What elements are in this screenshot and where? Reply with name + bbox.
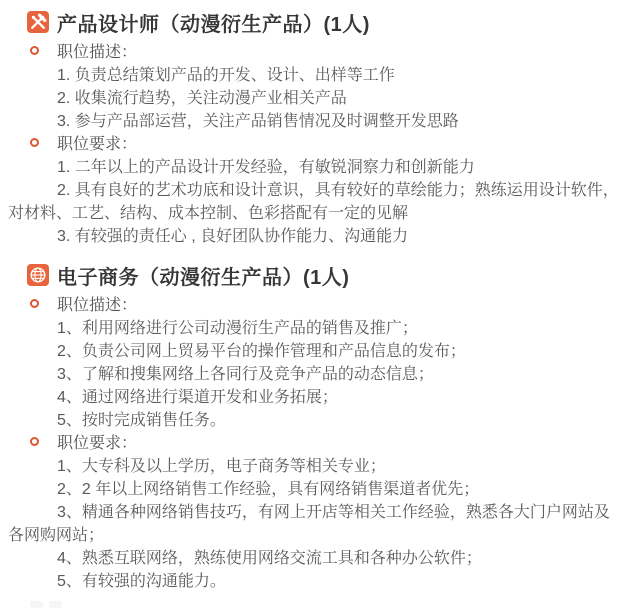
job-title: 电子商务（动漫衍生产品）(1人) [57, 266, 350, 289]
block-label-line [8, 133, 631, 156]
job-item: 2. 收集流行趋势，关注动漫产业相关产品 [57, 90, 347, 107]
job-item-list [8, 64, 631, 133]
job-item: 2、负责公司网上贸易平台的操作管理和产品信息的发布； [57, 343, 466, 360]
block-label-line [8, 41, 631, 64]
next-section-peek [30, 601, 43, 608]
block-label-line [8, 432, 631, 455]
section-header [27, 262, 631, 288]
bullet-ring-icon [30, 138, 39, 147]
job-item: 1、利用网络进行公司动漫衍生产品的销售及推广； [57, 320, 418, 337]
job-item-list [8, 455, 631, 593]
section-header [27, 9, 631, 35]
block-label-text: 职位描述： [57, 44, 138, 61]
job-item: 1. 二年以上的产品设计开发经验，有敏锐洞察力和创新能力 [57, 159, 475, 176]
globe-icon [27, 264, 49, 286]
job-item: 4、熟悉互联网络，熟练使用网络交流工具和各种办公软件； [57, 550, 482, 567]
job-requirements-block [8, 133, 631, 248]
job-item: 2、2 年以上网络销售工作经验，具有网络销售渠道者优先； [57, 481, 480, 498]
block-label-text: 职位描述： [57, 297, 138, 314]
job-item: 2. 具有良好的艺术功底和设计意识，具有较好的草绘能力；熟练运用设计软件，对材料、工艺、结构、成本控制、色彩搭配有一定的见解 [8, 182, 619, 222]
tools-icon [27, 11, 49, 33]
bullet-ring-icon [30, 46, 39, 55]
job-title: 产品设计师（动漫衍生产品）(1人) [57, 13, 370, 36]
block-label-text: 职位要求： [57, 136, 138, 153]
job-section-ecommerce [8, 262, 631, 593]
job-item: 3. 参与产品部运营，关注产品销售情况及时调整开发思路 [57, 113, 459, 130]
job-item: 1、大专科及以上学历，电子商务等相关专业； [57, 458, 386, 475]
job-requirements-block [8, 432, 631, 593]
job-item-list [8, 317, 631, 432]
job-item: 3. 有较强的责任心 , 良好团队协作能力、沟通能力 [57, 228, 409, 245]
bullet-ring-icon [30, 299, 39, 308]
job-item: 3、了解和搜集网络上各同行及竞争产品的动态信息； [57, 366, 434, 383]
block-label-text: 职位要求： [57, 435, 138, 452]
job-item: 4、通过网络进行渠道开发和业务拓展； [57, 389, 338, 406]
job-description-block [8, 294, 631, 432]
job-section-product-designer [8, 9, 631, 248]
job-description-block [8, 41, 631, 133]
job-item: 3、精通各种网络销售技巧，有网上开店等相关工作经验，熟悉各大门户网站及各网购网站； [8, 504, 610, 544]
block-label-line [8, 294, 631, 317]
job-item: 5、按时完成销售任务。 [57, 412, 226, 429]
bullet-ring-icon [30, 437, 39, 446]
job-item: 1. 负责总结策划产品的开发、设计、出样等工作 [57, 67, 395, 84]
job-item-list [8, 156, 631, 248]
job-item: 5、有较强的沟通能力。 [57, 573, 226, 590]
next-section-peek [49, 601, 62, 608]
